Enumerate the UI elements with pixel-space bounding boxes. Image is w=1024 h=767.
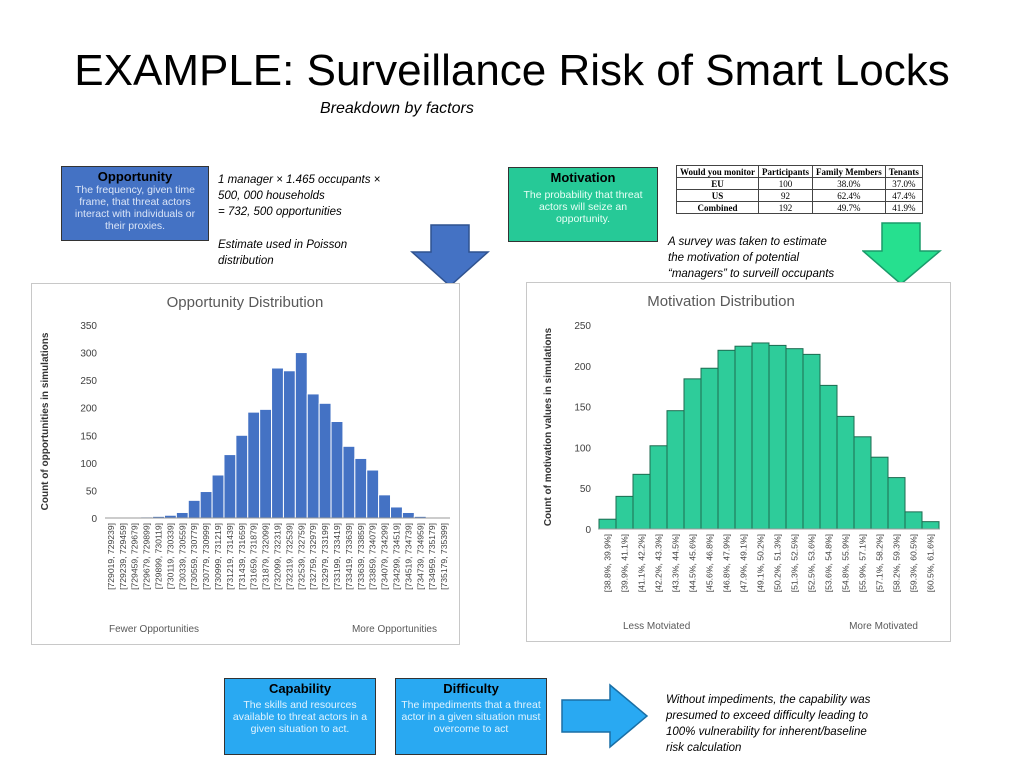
bar: [616, 496, 633, 529]
table-row: [677, 202, 923, 214]
y-tick-label: 350: [80, 321, 97, 332]
bar: [650, 446, 667, 529]
bar: [367, 470, 379, 518]
bar: [718, 350, 735, 529]
table-cell: 100: [759, 178, 813, 190]
table-header: Participants: [759, 166, 813, 178]
x-tick-label: [46.8%, 47.9%]: [721, 534, 732, 593]
x-tick-label: [45.6%, 46.8%]: [704, 534, 715, 593]
bar: [837, 416, 854, 529]
x-tick-label: [54.8%, 55.9%]: [840, 534, 851, 593]
note-line: 100% vulnerability for inherent/baseline: [666, 726, 867, 738]
x-tick-label: [55.9%, 57.1%]: [857, 534, 868, 593]
x-tick-label: [733859, 734079]: [367, 523, 378, 590]
bar: [236, 435, 248, 518]
y-tick-label: 150: [80, 431, 97, 443]
x-tick-label: [729679, 729899]: [141, 523, 152, 590]
x-tick-label: [43.3%, 44.5%]: [670, 534, 681, 593]
table-cell: EU: [677, 178, 759, 190]
x-tick-label: [731659, 731879]: [248, 523, 259, 590]
x-tick-label: [49.1%, 50.2%]: [755, 534, 766, 593]
bar: [684, 379, 701, 529]
table-cell: 92: [759, 190, 813, 202]
vulnerability-note: [666, 692, 926, 756]
x-tick-label: [47.9%, 49.1%]: [738, 534, 749, 593]
bar: [307, 394, 319, 518]
bar: [667, 411, 684, 529]
motivation-description: The probability that threat actors will seize an opportunity.: [523, 189, 643, 225]
x-tick-label: [734739, 734959]: [415, 523, 426, 590]
x-tick-label: [730779, 730999]: [201, 523, 212, 590]
slide-subtitle: Breakdown by factors: [320, 100, 474, 117]
bar: [769, 345, 786, 529]
x-caption-left: Less Motviated: [623, 621, 691, 632]
x-tick-label: [42.2%, 43.3%]: [653, 534, 664, 593]
x-caption-right: More Opportunities: [351, 624, 437, 635]
x-tick-label: [730119, 730339]: [165, 523, 176, 590]
table-cell: 62.4%: [813, 190, 886, 202]
x-tick-label: [732979, 733199]: [320, 523, 331, 590]
x-caption-left: Fewer Opportunities: [109, 624, 200, 635]
y-tick-label: 100: [80, 458, 97, 470]
y-axis-label: Count of opportunities in simulations: [40, 332, 51, 511]
motivation-distribution-chart: [527, 283, 950, 641]
opportunity-title: Opportunity: [97, 169, 173, 184]
x-tick-label: [734959, 735179]: [427, 523, 438, 590]
x-tick-label: [732319, 732539]: [284, 523, 295, 590]
table-header: Family Members: [813, 166, 886, 178]
note-line: presumed to exceed difficulty leading to: [666, 710, 869, 722]
x-tick-label: [734519, 734739]: [403, 523, 414, 590]
slide-title: EXAMPLE: Surveillance Risk of Smart Locks: [74, 46, 950, 95]
bar: [854, 437, 871, 529]
table-header-row: [677, 166, 923, 178]
x-tick-label: [53.6%, 54.8%]: [823, 534, 834, 593]
capability-title: Capability: [268, 681, 332, 696]
x-tick-label: [732539, 732759]: [296, 523, 307, 590]
y-tick-label: 0: [585, 525, 591, 536]
y-tick-label: 50: [85, 486, 97, 498]
x-tick-label: [731879, 732099]: [260, 523, 271, 590]
x-tick-label: [734299, 734519]: [391, 523, 402, 590]
x-caption-right: More Motivated: [849, 621, 918, 632]
bar: [391, 507, 403, 518]
difficulty-box: [395, 678, 547, 755]
calc-line: 1 manager × 1.465 occupants ×: [218, 174, 381, 186]
y-tick-label: 200: [574, 361, 591, 373]
capability-description: The skills and resources available to threat actors in a given situation to act.: [232, 699, 368, 735]
survey-note: [668, 234, 878, 282]
opportunity-distribution-chart: [32, 284, 459, 644]
note-line: risk calculation: [666, 742, 742, 754]
survey-table: [676, 165, 923, 214]
survey-line: “managers” to surveill occupants: [668, 268, 835, 280]
x-tick-label: [729899, 730119]: [153, 523, 164, 590]
bar: [922, 522, 939, 529]
table-cell: 192: [759, 202, 813, 214]
table-row: [677, 178, 923, 190]
y-tick-label: 100: [574, 443, 591, 455]
x-tick-label: [735179, 735399]: [439, 523, 450, 590]
calc-line: 500, 000 households: [218, 190, 325, 202]
table-row: [677, 190, 923, 202]
bar: [331, 422, 343, 519]
x-tick-label: [729239, 729459]: [117, 523, 128, 590]
table-header: Tenants: [885, 166, 922, 178]
x-tick-label: [730559, 730779]: [189, 523, 200, 590]
x-tick-label: [60.5%, 61.6%]: [925, 534, 936, 593]
bar: [633, 474, 650, 529]
down-arrow-icon: [862, 222, 942, 286]
table-cell: 37.0%: [885, 178, 922, 190]
bar: [735, 346, 752, 529]
motivation-box: [508, 167, 658, 242]
x-tick-label: [38.8%, 39.9%]: [602, 534, 613, 593]
capability-box: [224, 678, 376, 755]
x-tick-label: [51.3%, 52.5%]: [789, 534, 800, 593]
table-cell: 49.7%: [813, 202, 886, 214]
bar: [188, 500, 200, 518]
y-tick-label: 250: [574, 321, 591, 332]
y-tick-label: 0: [91, 514, 97, 525]
note-line: Without impediments, the capability was: [666, 694, 871, 706]
opportunity-box: [61, 166, 209, 241]
bar: [701, 368, 718, 529]
y-tick-label: 200: [80, 403, 97, 415]
x-tick-label: [732099, 732319]: [272, 523, 283, 590]
x-tick-label: [729019, 729239]: [105, 523, 116, 590]
bar: [599, 519, 616, 529]
bar: [212, 475, 224, 518]
motivation-title: Motivation: [550, 170, 616, 185]
bar: [283, 371, 295, 518]
x-tick-label: [731439, 731659]: [236, 523, 247, 590]
bar: [905, 512, 922, 529]
y-tick-label: 250: [80, 376, 97, 388]
opportunity-chart-panel: [31, 283, 460, 645]
x-tick-label: [730339, 730559]: [177, 523, 188, 590]
y-tick-label: 300: [80, 348, 97, 360]
bar: [355, 458, 367, 518]
bar: [295, 353, 307, 518]
bar: [820, 385, 837, 529]
bar: [272, 368, 284, 518]
down-arrow-icon: [410, 224, 490, 288]
bar: [319, 403, 331, 518]
table-cell: US: [677, 190, 759, 202]
survey-line: A survey was taken to estimate: [668, 236, 827, 248]
motivation-chart-panel: [526, 282, 951, 642]
x-tick-label: [732759, 732979]: [308, 523, 319, 590]
estimate-line: distribution: [218, 255, 274, 267]
bar: [200, 492, 212, 518]
bar: [402, 512, 414, 518]
chart-title: Motivation Distribution: [647, 293, 795, 310]
bar: [752, 343, 769, 529]
bar: [176, 512, 188, 518]
x-tick-label: [733199, 733419]: [331, 523, 342, 590]
estimate-note: [218, 237, 378, 269]
x-tick-label: [729459, 729679]: [129, 523, 140, 590]
x-tick-label: [39.9%, 41.1%]: [619, 534, 630, 593]
table-cell: 41.9%: [885, 202, 922, 214]
x-tick-label: [59.3%, 60.5%]: [908, 534, 919, 593]
chart-title: Opportunity Distribution: [166, 294, 324, 311]
x-tick-label: [58.2%, 59.3%]: [891, 534, 902, 593]
difficulty-title: Difficulty: [443, 681, 499, 696]
bar: [888, 478, 905, 529]
x-tick-label: [44.5%, 45.6%]: [687, 534, 698, 593]
bar: [786, 349, 803, 529]
table-cell: 38.0%: [813, 178, 886, 190]
y-tick-label: 50: [579, 484, 591, 496]
difficulty-description: The impediments that a threat actor in a given situation must overcome to act: [401, 699, 541, 735]
x-tick-label: [731219, 731439]: [224, 523, 235, 590]
x-tick-label: [41.1%, 42.2%]: [636, 534, 647, 593]
bar: [343, 446, 355, 518]
bar: [803, 354, 820, 529]
opportunity-calculation: [218, 172, 418, 220]
x-tick-label: [734079, 734299]: [379, 523, 390, 590]
x-tick-label: [50.2%, 51.3%]: [772, 534, 783, 593]
bar: [224, 455, 236, 518]
bar: [260, 409, 272, 518]
y-tick-label: 150: [574, 402, 591, 414]
table-header: Would you monitor: [677, 166, 759, 178]
x-tick-label: [52.5%, 53.6%]: [806, 534, 817, 593]
table-cell: 47.4%: [885, 190, 922, 202]
x-tick-label: [730999, 731219]: [213, 523, 224, 590]
survey-line: the motivation of potential: [668, 252, 800, 264]
x-tick-label: [733639, 733859]: [355, 523, 366, 590]
table-cell: Combined: [677, 202, 759, 214]
y-axis-label: Count of motivation values in simulations: [543, 327, 554, 527]
calc-line: = 732, 500 opportunities: [218, 206, 342, 218]
x-tick-label: [733419, 733639]: [343, 523, 354, 590]
x-tick-label: [57.1%, 58.2%]: [874, 534, 885, 593]
bar: [248, 412, 260, 518]
bar: [871, 457, 888, 529]
opportunity-description: The frequency, given time frame, that threat actors interact with individuals or their proxies.: [74, 184, 196, 232]
right-arrow-icon: [560, 683, 650, 749]
bar: [379, 495, 391, 518]
estimate-line: Estimate used in Poisson: [218, 239, 348, 251]
